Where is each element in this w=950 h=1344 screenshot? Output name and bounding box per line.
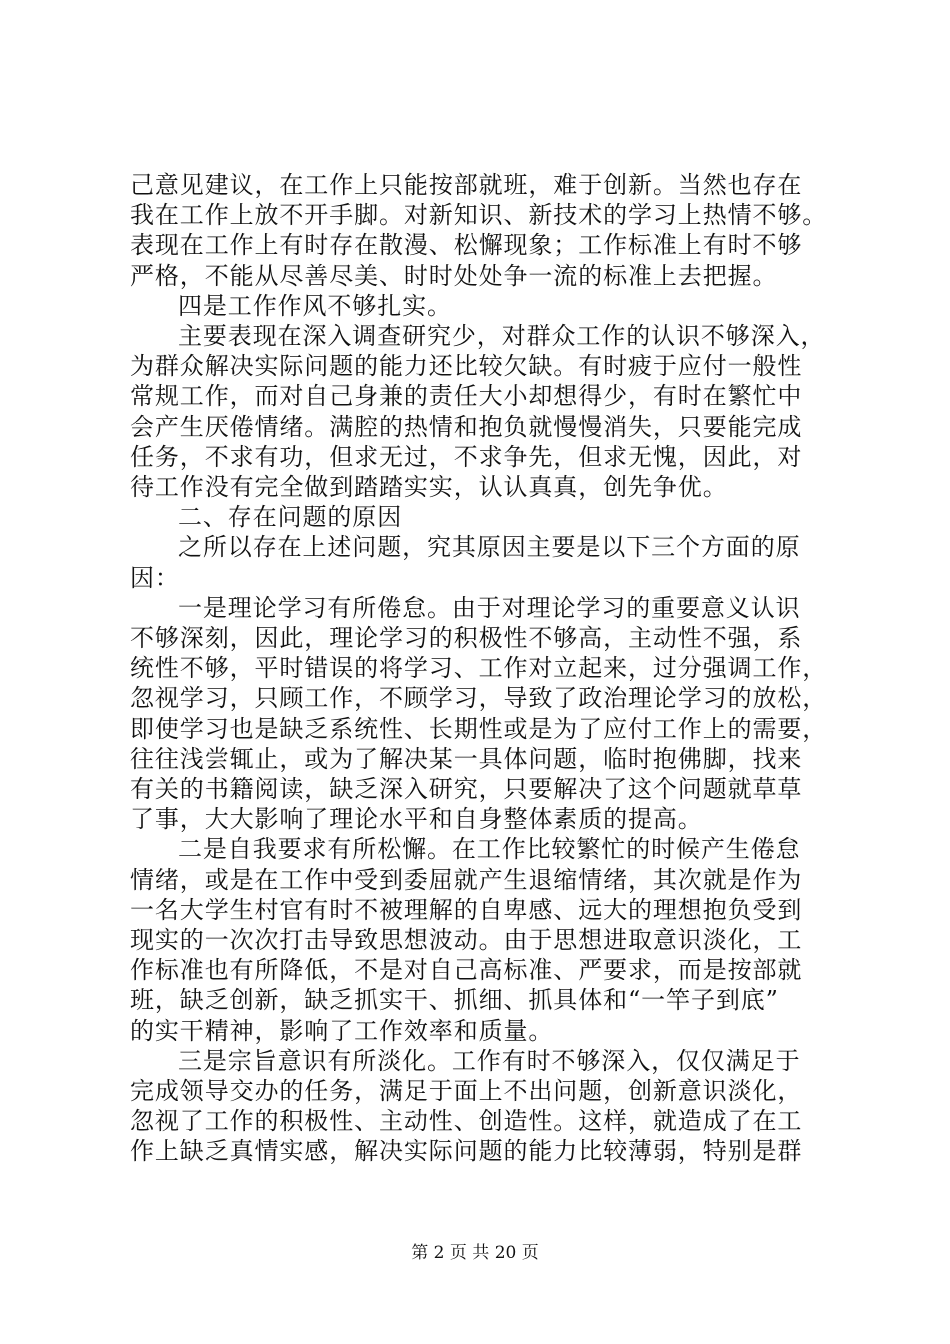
text-line: 会产生厌倦情绪。满腔的热情和抱负就慢慢消失，只要能完成 [130, 412, 803, 441]
text-line: 严格，不能从尽善尽美、时时处处争一流的标准上去把握。 [130, 261, 778, 290]
text-line: 己意见建议，在工作上只能按部就班，难于创新。当然也存在 [130, 171, 803, 199]
text-line: 现实的一次次打击导致思想波动。由于思想进取意识淡化，工 [130, 926, 803, 954]
page-footer: 第 2 页 共 20 页 [411, 1243, 539, 1263]
text-line: 作标准也有所降低，不是对自己高标准、严要求，而是按部就 [130, 956, 803, 985]
text-line: 忽视学习，只顾工作，不顾学习，导致了政治理论学习的放松， [130, 684, 828, 713]
text-line: 忽视了工作的积极性、主动性、创造性。这样，就造成了在工 [130, 1107, 803, 1136]
text-line: 作上缺乏真情实感，解决实际问题的能力比较薄弱，特别是群 [130, 1137, 803, 1166]
text-line: 完成领导交办的任务，满足于面上不出问题，创新意识淡化， [130, 1077, 803, 1105]
text-line: 三是宗旨意识有所淡化。工作有时不够深入，仅仅满足于 [178, 1046, 801, 1075]
text-line: 一名大学生村官有时不被理解的自卑感、远大的理想抱负受到 [130, 895, 803, 924]
text-line: 二、存在问题的原因 [178, 503, 403, 532]
text-line: 情绪，或是在工作中受到委屈就产生退缩情绪，其次就是作为 [130, 865, 803, 894]
text-line: 任务，不求有功，但求无过，不求争先，但求无愧，因此，对 [130, 442, 803, 471]
text-line: 为群众解决实际问题的能力还比较欠缺。有时疲于应付一般性 [130, 352, 803, 381]
text-line: 班，缺乏创新，缺乏抓实干、抓细、抓具体和“一竿子到底” [130, 986, 779, 1015]
text-line: 我在工作上放不开手脚。对新知识、新技术的学习上热情不够。 [130, 201, 828, 230]
text-line: 一是理论学习有所倦怠。由于对理论学习的重要意义认识 [178, 593, 801, 622]
text-line: 之所以存在上述问题，究其原因主要是以下三个方面的原 [178, 533, 801, 562]
text-line: 有关的书籍阅读，缺乏深入研究，只要解决了这个问题就草草 [130, 775, 803, 803]
text-line: 往往浅尝辄止，或为了解决某一具体问题，临时抱佛脚，找来 [130, 744, 803, 773]
text-line: 表现在工作上有时存在散漫、松懈现象；工作标准上有时不够 [130, 231, 803, 260]
text-line: 了事，大大影响了理论水平和自身整体素质的提高。 [130, 805, 703, 834]
text-line: 不够深刻，因此，理论学习的积极性不够高，主动性不强，系 [130, 624, 803, 652]
text-line: 二是自我要求有所松懈。在工作比较繁忙的时候产生倦怠 [178, 835, 801, 864]
text-line: 主要表现在深入调查研究少，对群众工作的认识不够深入， [178, 322, 826, 350]
text-line: 四是工作作风不够扎实。 [178, 291, 452, 320]
text-line: 待工作没有完全做到踏踏实实，认认真真，创先争优。 [130, 473, 728, 501]
text-line: 因： [130, 563, 180, 592]
text-line: 即使学习也是缺乏系统性、长期性或是为了应付工作上的需要， [130, 714, 828, 743]
text-line: 的实干精神，影响了工作效率和质量。 [130, 1016, 554, 1045]
text-line: 统性不够，平时错误的将学习、工作对立起来，过分强调工作， [130, 654, 828, 683]
text-line: 常规工作，而对自己身兼的责任大小却想得少，有时在繁忙中 [130, 382, 803, 411]
